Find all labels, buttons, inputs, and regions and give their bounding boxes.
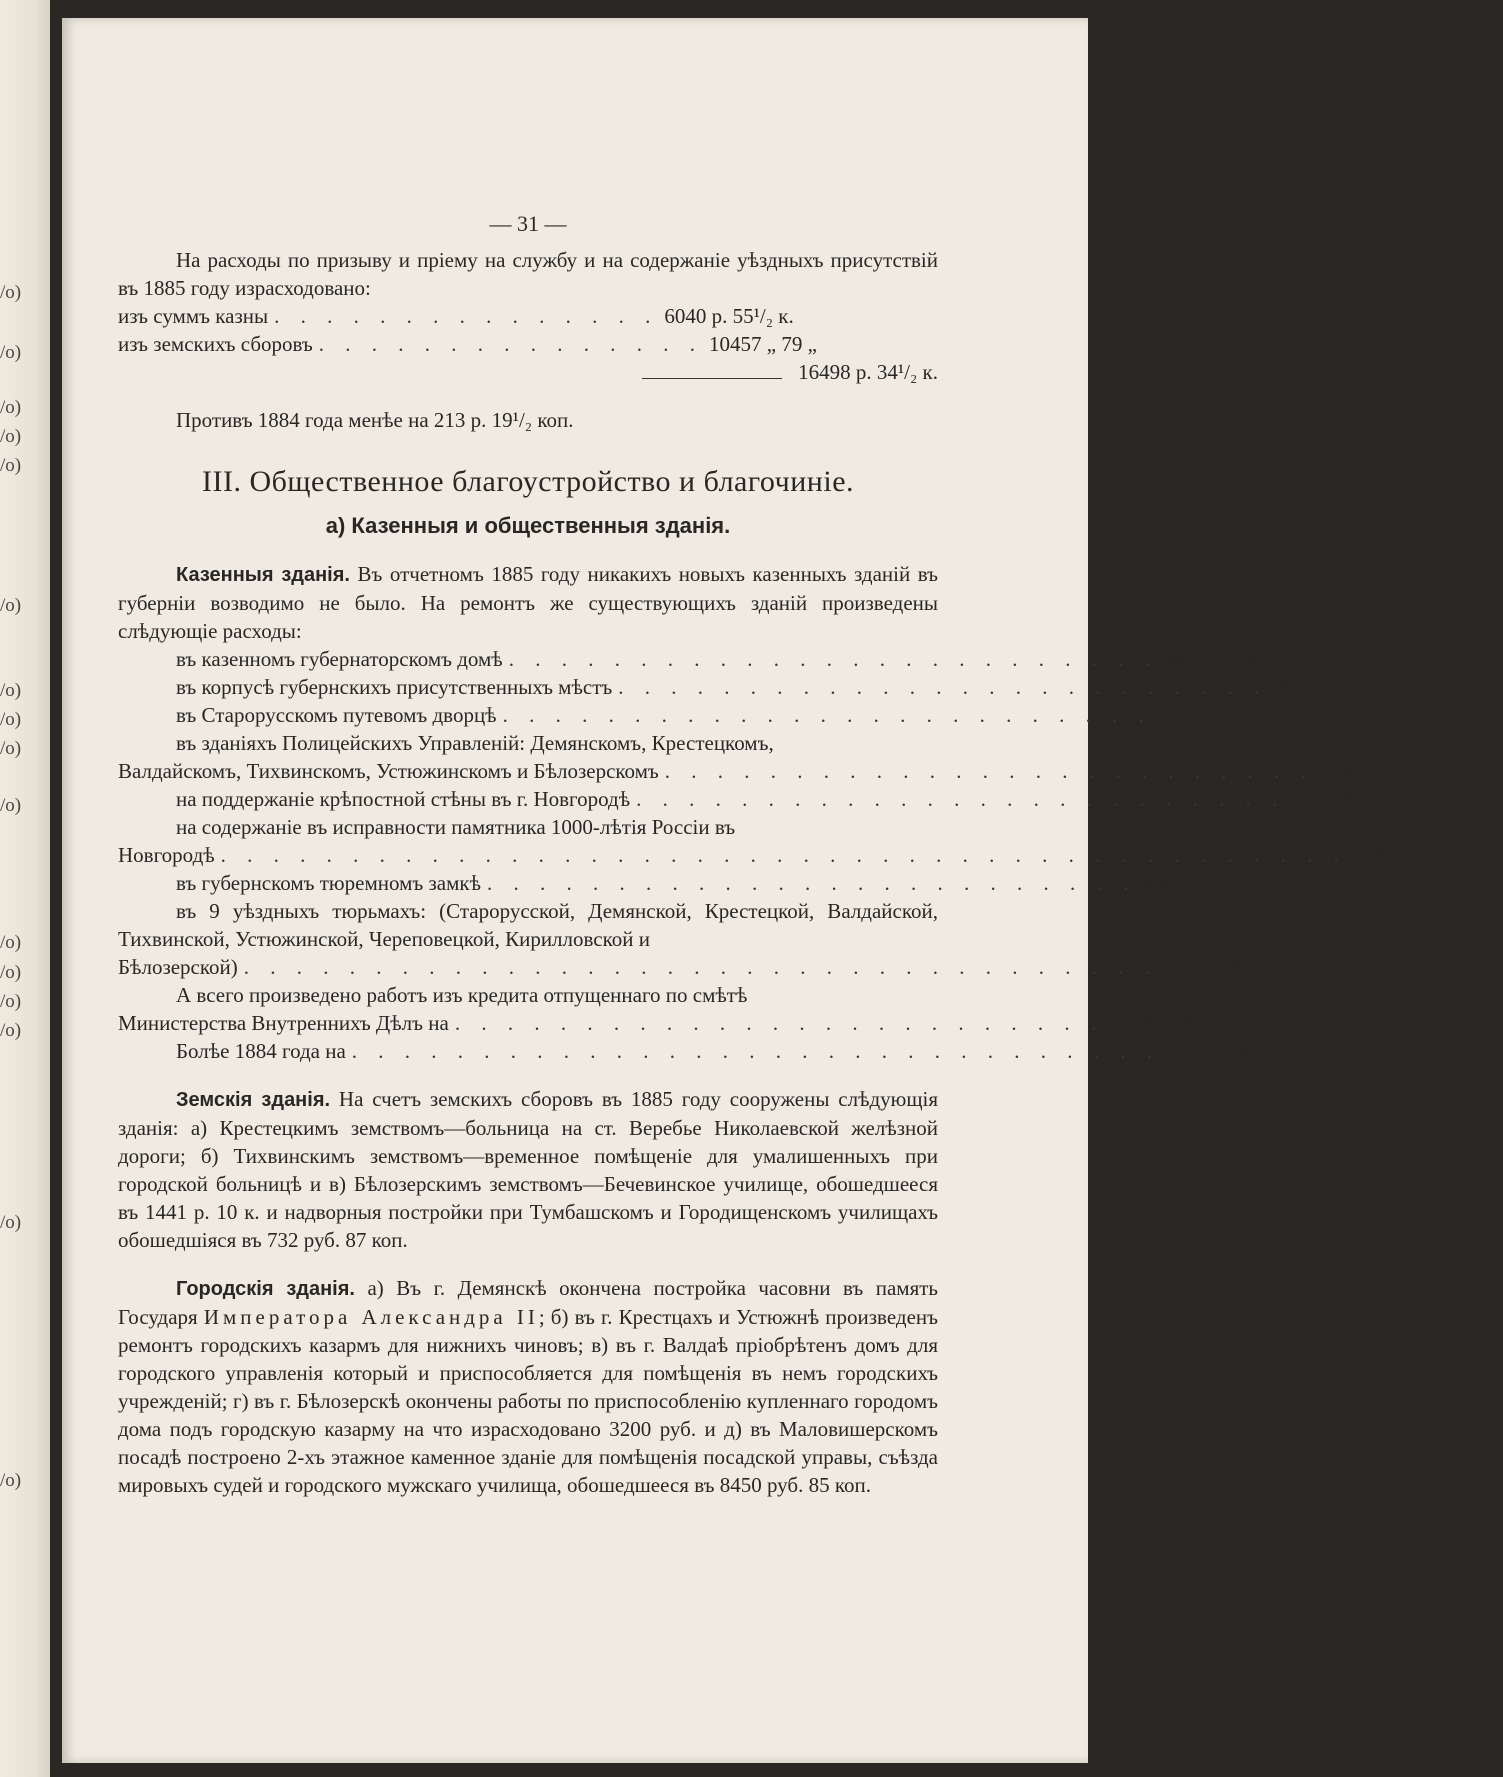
conscription-row: [118, 302, 938, 330]
expense-amount: 969 р. 38 к.: [1163, 647, 1264, 671]
page-content: [118, 210, 1451, 1499]
dot-leader: . . . . . . . . . . . . . . . . . . . . . . . . . . . . . . . . . . . . . . . . . . .: [220, 843, 1347, 867]
expense-row: [118, 645, 1264, 673]
expense-row: [118, 953, 1262, 981]
expense-row: [118, 785, 1379, 813]
expense-label-line: въ 9 уѣздныхъ тюрьмахъ: (Старорусской, Демянской, Крестецкой, Валдайской, Тихвинской, Устюжинской, Череповецкой, Кирилловской и: [118, 899, 938, 951]
margin-fragment: /о): [0, 426, 22, 447]
spacer: [118, 1254, 938, 1274]
expense-row: [118, 673, 1371, 701]
expense-row: [118, 841, 1451, 869]
conscription-comparison: Противъ 1884 года менѣе на 213 р. 19¹/₂ коп.: [176, 408, 574, 432]
state-buildings-heading: Казенныя зданія.: [176, 564, 350, 586]
expense-row: [118, 701, 1245, 729]
dot-leader: . . . . . . . . . . . . . . .: [274, 304, 659, 328]
expense-row: [118, 757, 1418, 785]
expense-amount: 1842 „ 22 „: [1320, 759, 1418, 783]
margin-fragment: /о): [0, 991, 22, 1012]
expense-label: въ казенномъ губернаторскомъ домѣ: [176, 647, 503, 671]
expense-label: въ губернскомъ тюремномъ замкѣ: [176, 871, 481, 895]
spacer: [118, 1065, 938, 1085]
expense-label: Бѣлозерской): [118, 955, 238, 979]
state-buildings-items: [118, 645, 1451, 1065]
page-number: — 31 —: [489, 211, 567, 236]
dot-leader: . . . . . . . . . . . . . . . . . . . . . . . . . . . . . . . . . . .: [243, 955, 1158, 979]
margin-fragment: /о): [0, 1212, 22, 1233]
row-amount: 6040 р. 55¹/₂ к.: [664, 304, 794, 328]
expense-amount: 2020 „ 01 „: [1273, 675, 1371, 699]
previous-page-edge: [0, 0, 50, 1777]
city-buildings-paragraph: [118, 1274, 938, 1499]
expense-label-line: А всего произведено работъ изъ кредита отпущеннаго по смѣтѣ: [176, 983, 748, 1007]
margin-fragment: /о): [0, 795, 22, 816]
expense-amount: 961 „ 54 „: [1291, 787, 1379, 811]
expense-label: Новгородѣ: [118, 843, 215, 867]
margin-fragment: /о): [0, 1020, 22, 1041]
expense-label: въ Старорусскомъ путевомъ дворцѣ: [176, 703, 497, 727]
margin-fragment: /о): [0, 738, 22, 759]
expense-amount: 1040 „ 22 „: [1352, 843, 1451, 867]
emperor-name: Императора Александра II: [203, 1305, 539, 1329]
dot-leader: . . . . . . . . . . . . . . . . . . . . . . . . . . . . . . .: [351, 1039, 1161, 1063]
sum-rule: [642, 378, 782, 379]
city-buildings-text-before: а) Въ г. Демянскѣ окончена постройка часовни въ память Государя: [118, 1276, 939, 1329]
expense-label: на поддержаніе крѣпостной стѣны въ г. Новгородѣ: [176, 787, 631, 811]
state-buildings-paragraph: [118, 560, 938, 645]
expense-row: [118, 1009, 1218, 1037]
margin-fragment: /о): [0, 342, 22, 363]
row-label: изъ суммъ казны: [118, 304, 269, 328]
dot-leader: . . . . . . . . . . . . . . . . . . . . . . . . .: [664, 759, 1315, 783]
margin-fragment: /о): [0, 680, 22, 701]
margin-fragment: /о): [0, 455, 22, 476]
expense-amount: 848 „ 82 „: [1142, 871, 1230, 895]
expense-label-line: на содержаніе въ исправности памятника 1000-лѣтія Россіи въ: [176, 815, 736, 839]
expense-amount: 365 „ — „: [1157, 703, 1245, 727]
zemstvo-buildings-heading: Земскія зданія.: [176, 1089, 331, 1111]
expense-label: Болѣе 1884 года на: [176, 1039, 346, 1063]
margin-fragment: /о): [0, 709, 22, 730]
margin-fragment: /о): [0, 932, 22, 953]
dot-leader: . . . . . . . . . . . . . . . . . . . . . . . . .: [454, 1011, 1105, 1035]
conscription-total: 16498 р. 34¹/₂ к.: [798, 360, 938, 384]
subsection-title: а) Казенныя и общественныя зданія.: [325, 513, 731, 538]
expense-row: [118, 1037, 1264, 1065]
dot-leader: . . . . . . . . . . . . . . .: [318, 332, 704, 356]
document-page: [62, 18, 1451, 1763]
expense-amount: 12190 „ 39 „: [1110, 1011, 1218, 1035]
row-amount: 10457 „ 79 „: [709, 332, 817, 356]
city-buildings-heading: Городскія зданія.: [176, 1278, 355, 1300]
margin-fragment: /о): [0, 962, 22, 983]
expense-label-line: въ зданіяхъ Полицейскихъ Управленій: Демянскомъ, Крестецкомъ,: [176, 731, 774, 755]
state-buildings-text: Въ отчетномъ 1885 году никакихъ новыхъ казенныхъ зданій въ губерніи возводимо не было. На ремонтъ же существующихъ зданій произведены слѣдующіе расходы:: [118, 562, 938, 643]
margin-fragment: /о): [0, 595, 22, 616]
dot-leader: . . . . . . . . . . . . . . . . . . . . . . . . .: [502, 703, 1152, 727]
city-buildings-text-after: ; б) въ г. Крестцахъ и Устюжнѣ произведенъ ремонтъ городскихъ казармъ для нижнихъ чиновъ; в) въ г. Валдаѣ пріобрѣтенъ домъ для городского управленія который и приспособляется для помѣщенія въ немъ городскихъ учрежденій; г) въ г. Бѣлозерскѣ окончены работы по приспособленію купленнаго городомъ дома подъ городскую казарму на что израсходовано 3200 руб. и д) въ Маловишерскомъ посадѣ построено 2-хъ этажное каменное зданіе для помѣщенія посадской управы, съѣзда мировыхъ судей и городского мужскаго училища, обошедшееся въ 8450 руб. 85 коп.: [118, 1305, 938, 1497]
dot-leader: . . . . . . . . . . . . . . . . . . . . . . . . .: [618, 675, 1268, 699]
conscription-row: [118, 330, 938, 358]
dot-leader: . . . . . . . . . . . . . . . . . . . . . . . . .: [486, 871, 1137, 895]
section-title: III. Общественное благоустройство и благочиніе.: [201, 465, 855, 498]
margin-fragment: /о): [0, 397, 22, 418]
expense-amount: 2997 „ 84 „: [1166, 1039, 1264, 1063]
margin-fragment: /о): [0, 1470, 22, 1491]
expense-amount: 4143 „ 20 „: [1164, 955, 1262, 979]
zemstvo-buildings-text: На счетъ земскихъ сборовъ въ 1885 году сооружены слѣдующія зданія: а) Крестецкимъ земствомъ—больница на ст. Веребье Николаевской желѣзной дороги; б) Тихвинскимъ земствомъ—временное помѣщеніе для умалишенныхъ при городской больницѣ и в) Бѣлозерскимъ земствомъ—Бечевинское училище, обошедшееся въ 1441 р. 10 к. и надворныя постройки при Тумбашскомъ и Городищенскомъ училищахъ обошедшіяся въ 732 руб. 87 коп.: [118, 1087, 939, 1252]
expense-label: въ корпусѣ губернскихъ присутственныхъ мѣстъ: [176, 675, 613, 699]
expense-row: [118, 869, 1230, 897]
conscription-total-row: [118, 358, 938, 386]
expense-label: Министерства Внутреннихъ Дѣлъ на: [118, 1011, 449, 1035]
dot-leader: . . . . . . . . . . . . . . . . . . . . . . . . .: [508, 647, 1158, 671]
expense-label: Валдайскомъ, Тихвинскомъ, Устюжинскомъ и Бѣлозерскомъ: [118, 759, 659, 783]
margin-fragment: /о): [0, 282, 22, 303]
conscription-intro: На расходы по призыву и пріему на службу и на содержаніе уѣздныхъ присутствій въ 1885 году израсходовано:: [118, 248, 938, 300]
row-label: изъ земскихъ сборовъ: [118, 332, 313, 356]
zemstvo-buildings-paragraph: [118, 1085, 938, 1254]
spacer: [118, 386, 938, 406]
dot-leader: . . . . . . . . . . . . . . . . . . . . . . . . .: [636, 787, 1286, 811]
